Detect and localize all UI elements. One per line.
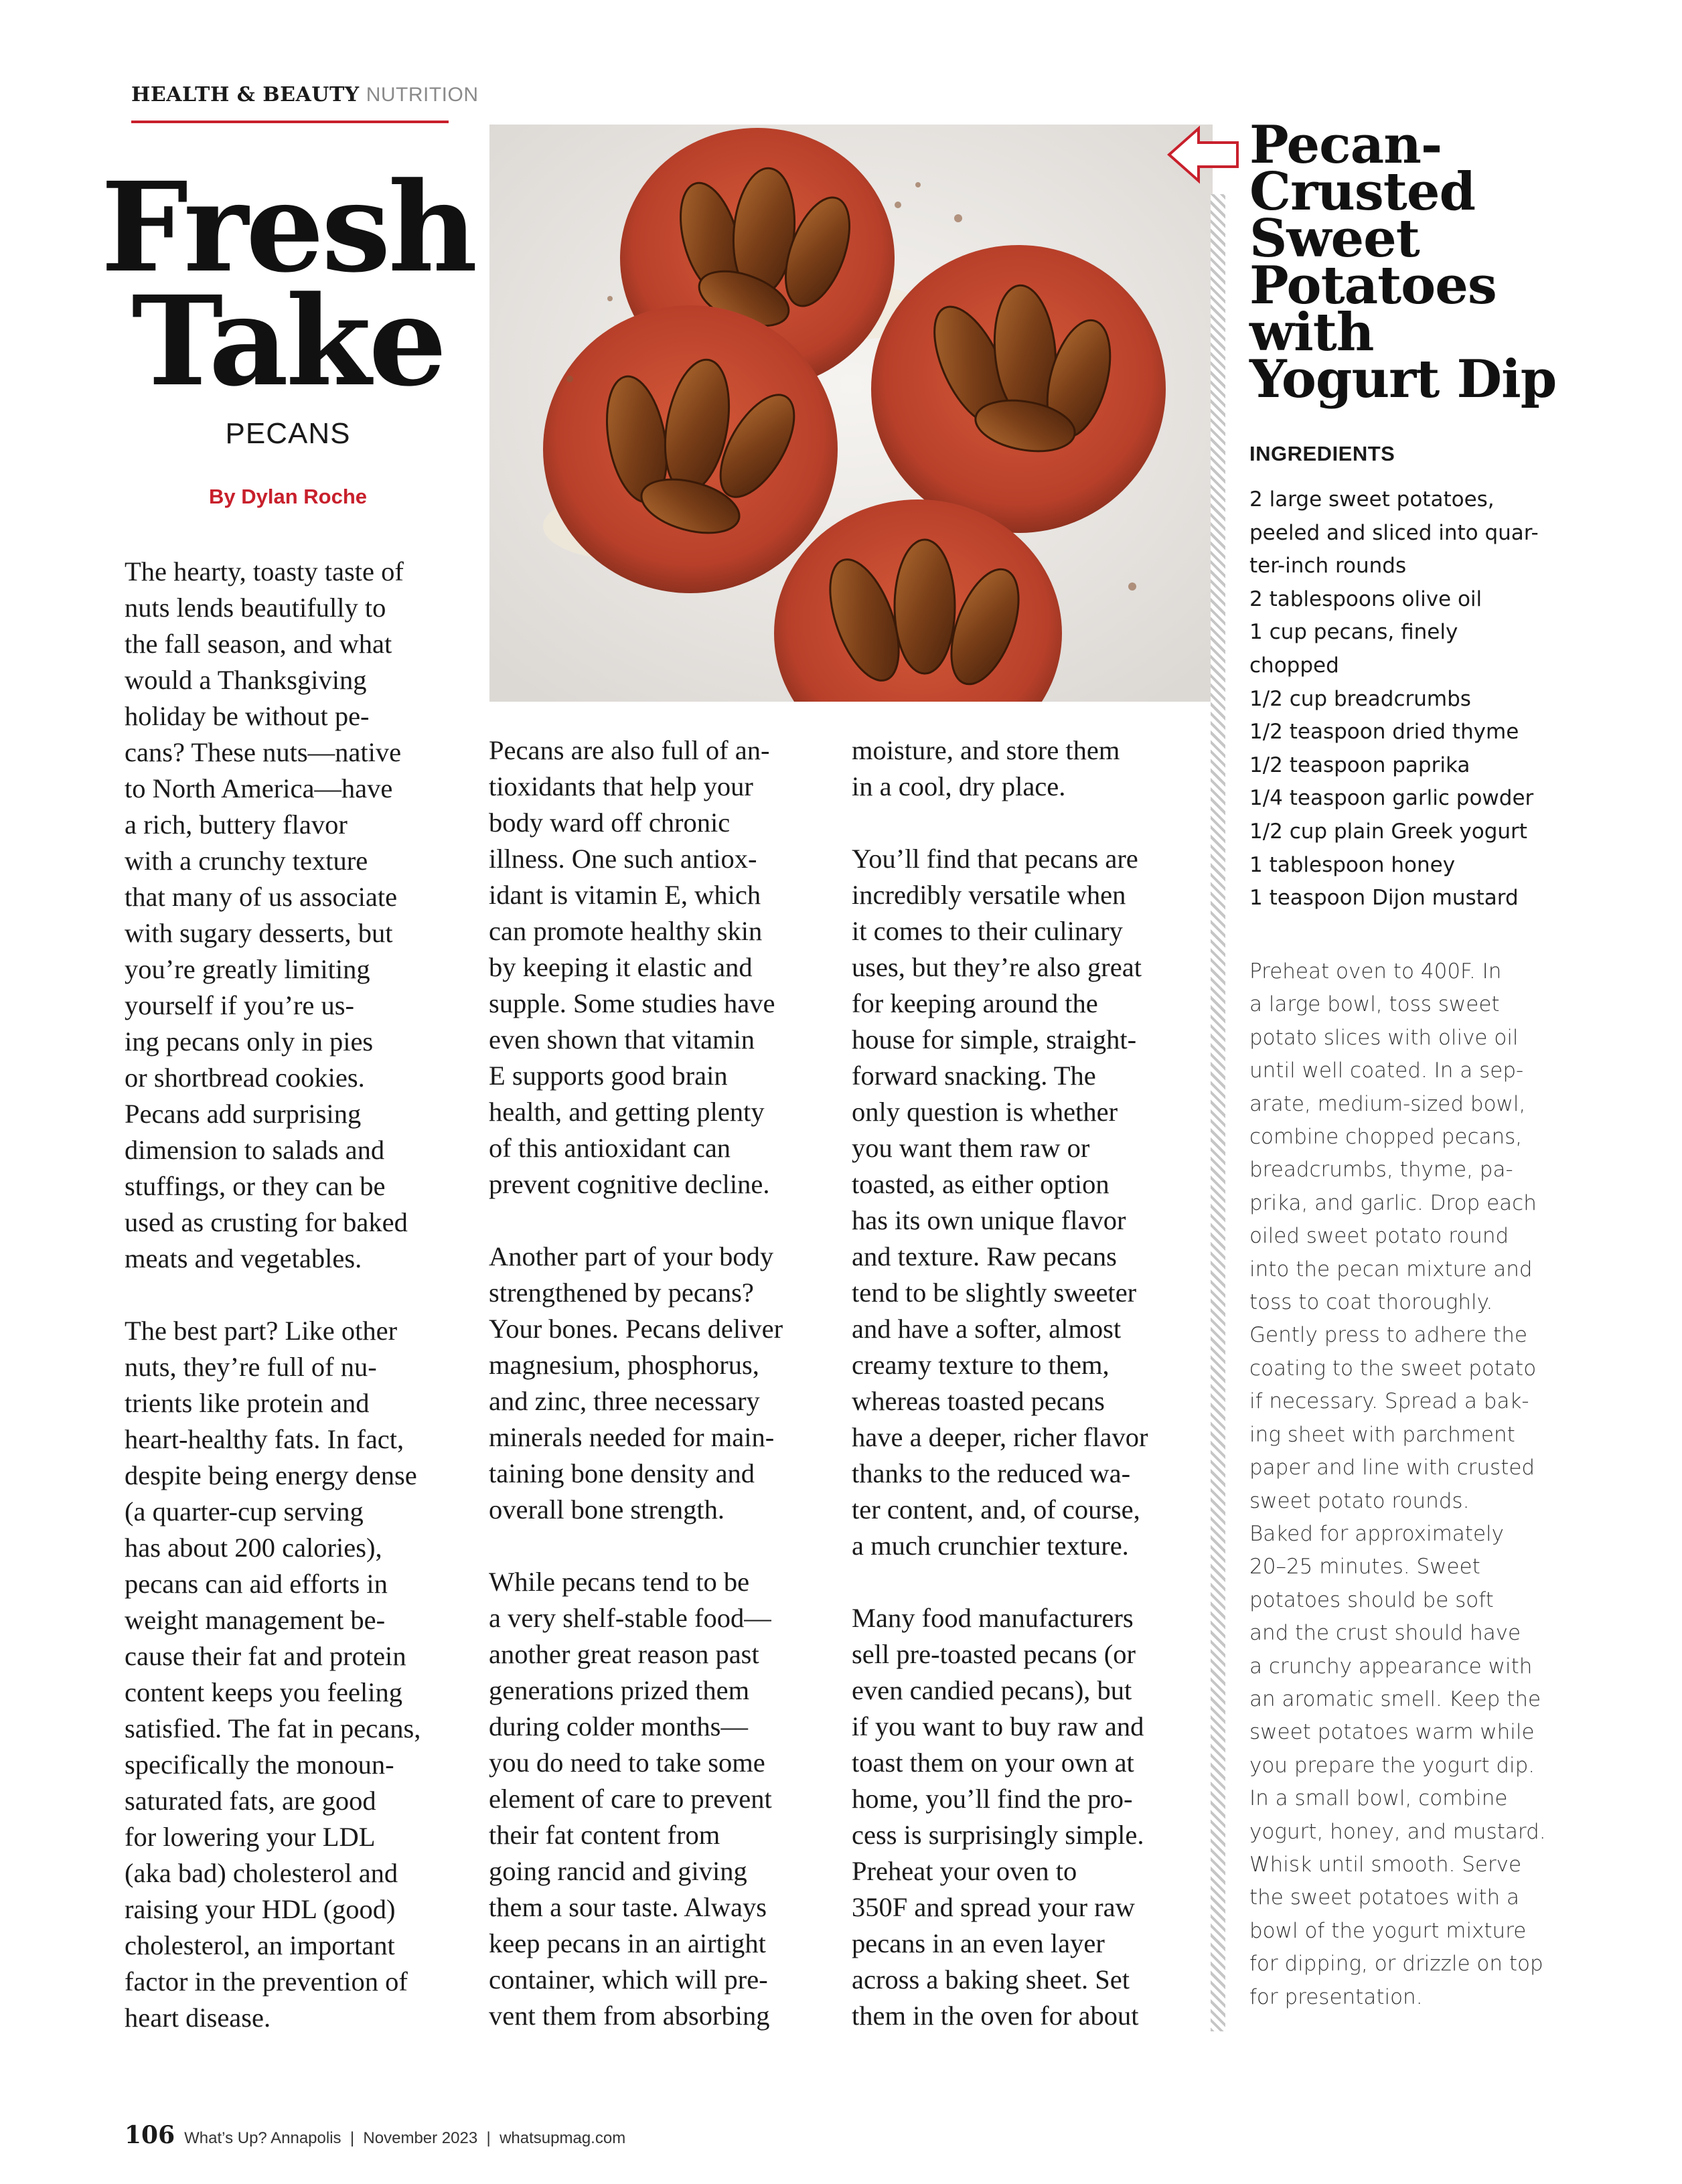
left-arrow-icon	[1166, 125, 1240, 185]
article-subtitle: PECANS	[225, 417, 351, 450]
list-item: 1/2 cup plain Greek yogurt	[1249, 819, 1527, 844]
list-item: 1 teaspoon Dijon mustard	[1249, 886, 1519, 911]
paragraph: While pecans tend to be a very shelf-stable food— another great reason past generations prized them during colder months— you do need to take some element of care to prevent their fat content from going rancid and giving them a sour taste. Always keep pecans in an airtight container, which will pre- vent them from absorbing	[489, 1567, 772, 2031]
paragraph: Pecans are also full of an- tioxidants that help your body ward off chronic illness. One such antiox- idant is vitamin E, which can promote healthy skin by keeping it elastic and supple. Some studies have even shown that vitamin E supports good brain health, and getting plenty of this antioxidant can prevent cognitive decline.	[489, 735, 775, 1199]
recipe-directions: Preheat oven to 400F. In a large bowl, toss sweet potato slices with olive oil until well coated. In a sep- arate, medium-sized bowl, combine chopped pecans, breadcrumbs, thyme, pa- prika, and garlic. Drop each oiled sweet potato round into the pecan mixture and toss to coat thoroughly. Gently press to adhere the coating to the sweet potato if necessary. Spread a bak- ing sheet with parchment paper and line with crusted sweet potato rounds. Baked for approximately 20–25 minutes. Sweet potatoes should be soft and the crust should have a crunchy appearance with an aromatic smell. Keep the sweet potatoes warm while you prepare the yogurt dip. In a small bowl, combine yogurt, honey, and mustard. Whisk until smooth. Serve the sweet potatoes with a bowl of the yogurt mixture for dipping, or drizzle on top for presentation.	[1249, 959, 1546, 2009]
list-item: 1 cup pecans, finely chopped	[1249, 620, 1458, 678]
list-item: 2 tablespoons olive oil	[1249, 587, 1482, 611]
paragraph: moisture, and store them in a cool, dry place.	[852, 735, 1120, 801]
title-line-2: Take	[131, 269, 445, 414]
paragraph: The hearty, toasty taste of nuts lends beautifully to the fall season, and what would a Thanksgiving holiday be without pe- cans? These nuts—native to North America—have a rich, buttery flavor with a crunchy texture that many of us associate with sugary desserts, but you’re greatly limiting yourself if you’re us- ing pecans only in pies or shortbread cookies. Pecans add surprising dimension to salads and stuffings, or they can be used as crusting for baked meats and vegetables.	[125, 556, 408, 1273]
section-name: HEALTH & BEAUTY	[131, 83, 360, 106]
list-item: 2 large sweet potatoes, peeled and sliced into quar- ter-inch rounds	[1249, 487, 1539, 578]
list-item: 1/2 teaspoon dried thyme	[1249, 720, 1519, 745]
page-footer	[125, 2121, 625, 2149]
paragraph: The best part? Like other nuts, they’re full of nu- trients like protein and heart-healthy fats. In fact, despite being energy dense (a quarter-cup serving has about 200 calories), pecans can aid efforts in weight management be- cause their fat and protein content keeps you feeling satisfied. The fat in pecans, specifically the monoun- saturated fats, are good for lowering your LDL (aka bad) cholesterol and raising your HDL (good) cholesterol, an important factor in the prevention of heart disease.	[125, 1316, 421, 2033]
paragraph: Another part of your body strengthened by pecans? Your bones. Pecans deliver magnesium, phosphorus, and zinc, three necessary minerals needed for main- taining bone density and overall bone strength.	[489, 1241, 783, 1525]
pecan-sweet-potatoes-illustration	[489, 125, 1213, 702]
list-item: 1/2 teaspoon paprika	[1249, 753, 1470, 777]
article-column-1	[125, 554, 463, 2036]
ingredients-heading: INGREDIENTS	[1249, 442, 1395, 465]
potato-round-right	[871, 245, 1166, 533]
paragraph: You’ll find that pecans are incredibly versatile when it comes to their culinary uses, but they’re also great for keeping around the house for simple, straight- forward snacking. The only question is whether you want them raw or toasted, as either option has its own unique flavor and texture. Raw pecans tend to be slightly sweeter and have a softer, almost creamy texture to them, whereas toasted pecans have a deeper, richer flavor thanks to the reduced wa- ter content, and, of course, a much crunchier texture.	[852, 844, 1148, 1561]
paragraph: Many food manufacturers sell pre-toasted pecans (or even candied pecans), but if you want to buy raw and toast them on your own at home, you’ll find the pro- cess is surprisingly simple. Preheat your oven to 350F and spread your raw pecans in an even layer across a baking sheet. Set them in the oven for about	[852, 1603, 1144, 2031]
footer-text: What’s Up? Annapolis | November 2023 | whatsupmag.com	[184, 2129, 626, 2147]
recipe-title: Pecan- Crusted Sweet Potatoes with Yogurt Dip	[1249, 114, 1557, 410]
article-column-2	[489, 732, 824, 2034]
title-line-1: Fresh	[100, 155, 475, 300]
byline: By Dylan Roche	[208, 485, 367, 508]
food-photo	[489, 125, 1213, 702]
ingredients-list	[1249, 483, 1665, 915]
page-number: 106	[125, 2121, 175, 2149]
potato-round-left	[543, 305, 838, 593]
subsection-name: NUTRITION	[366, 84, 479, 106]
sidebar-divider-stripe	[1211, 194, 1225, 2031]
article-column-3	[852, 732, 1193, 2034]
list-item: 1/4 teaspoon garlic powder	[1249, 786, 1534, 811]
section-label	[131, 83, 479, 106]
article-title	[100, 155, 475, 414]
list-item: 1/2 cup breadcrumbs	[1249, 686, 1471, 711]
header-rule	[131, 121, 449, 123]
list-item: 1 tablespoon honey	[1249, 852, 1456, 877]
